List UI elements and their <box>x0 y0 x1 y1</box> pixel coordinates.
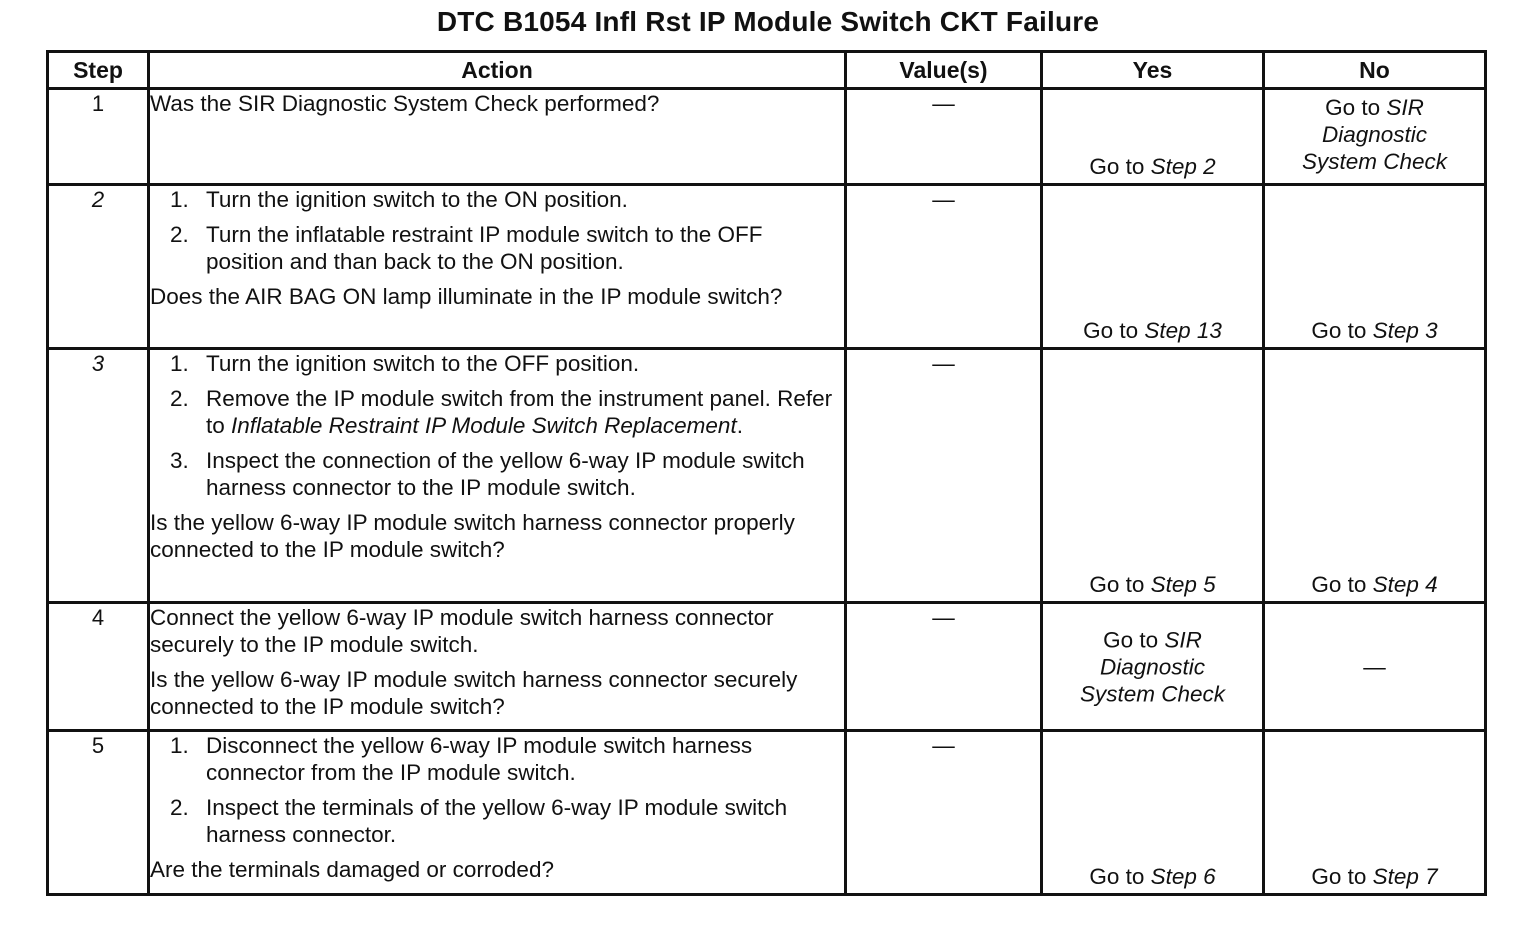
table-row <box>48 89 1486 185</box>
value-cell <box>846 89 1042 185</box>
value-cell <box>846 185 1042 349</box>
action-instruction: Connect the yellow 6-way IP module switch harness connector securely to the IP module switch. <box>150 605 774 657</box>
action-cell <box>149 349 846 603</box>
step-number: 4 <box>48 603 149 731</box>
action-step: 2. Remove the IP module switch from the instrument panel. Refer to Inflatable Restraint IP Module Switch Replacement. <box>170 386 833 438</box>
no-cell <box>1264 603 1486 731</box>
no-cell <box>1264 185 1486 349</box>
yes-goto: Go to SIR Diagnostic System Check <box>1079 627 1226 706</box>
action-step: 1. Disconnect the yellow 6-way IP module switch harness connector from the IP module switch. <box>170 733 753 785</box>
column-header-yes: Yes <box>1042 52 1264 89</box>
yes-cell <box>1042 89 1264 185</box>
step-reference: Step 5 <box>1150 572 1216 597</box>
step-reference: Step 2 <box>1150 154 1216 179</box>
no-goto: Go to SIR Diagnostic System Check <box>1301 95 1448 174</box>
action-step: 1. Turn the ignition switch to the ON position. <box>170 187 628 212</box>
table-row <box>48 731 1486 895</box>
action-steps <box>150 186 844 275</box>
yes-goto: Go to Step 2 <box>1089 154 1216 179</box>
step-number: 2 <box>48 185 149 349</box>
step-number: 1 <box>48 89 149 185</box>
value-dash: — <box>932 733 955 758</box>
table-row <box>48 185 1486 349</box>
action-question: Is the yellow 6-way IP module switch harness connector properly connected to the IP module switch? <box>150 510 795 562</box>
no-cell <box>1264 731 1486 895</box>
step-reference: Step 7 <box>1372 864 1438 889</box>
action-question: Is the yellow 6-way IP module switch harness connector securely connected to the IP module switch? <box>150 667 798 719</box>
value-dash: — <box>932 187 955 212</box>
no-goto: Go to Step 4 <box>1311 572 1438 597</box>
action-step: 3. Inspect the connection of the yellow 6-way IP module switch harness connector to the IP module switch. <box>170 448 805 500</box>
yes-goto: Go to Step 13 <box>1083 318 1222 343</box>
action-cell <box>149 731 846 895</box>
yes-goto: Go to Step 6 <box>1089 864 1216 889</box>
no-goto: Go to Step 7 <box>1311 864 1438 889</box>
procedure-reference: SIR <box>1164 627 1202 652</box>
step-number: 3 <box>48 349 149 603</box>
yes-cell <box>1042 603 1264 731</box>
no-cell <box>1264 349 1486 603</box>
action-cell <box>149 603 846 731</box>
step-reference: Step 13 <box>1144 318 1222 343</box>
column-header-step: Step <box>48 52 149 89</box>
action-question: Are the terminals damaged or corroded? <box>150 857 554 882</box>
step-reference: Step 4 <box>1372 572 1438 597</box>
action-step: 1. Turn the ignition switch to the OFF position. <box>170 351 640 376</box>
column-header-values: Value(s) <box>846 52 1042 89</box>
yes-cell <box>1042 731 1264 895</box>
action-question: Was the SIR Diagnostic System Check performed? <box>150 91 660 116</box>
action-steps <box>150 732 844 848</box>
procedure-reference: Inflatable Restraint IP Module Switch Replacement <box>231 413 737 438</box>
action-step: 2. Turn the inflatable restraint IP module switch to the OFF position and than back to the ON position. <box>170 222 763 274</box>
column-header-action: Action <box>149 52 846 89</box>
no-cell <box>1264 89 1486 185</box>
step-reference: Step 3 <box>1372 318 1438 343</box>
value-dash: — <box>932 351 955 376</box>
value-cell <box>846 349 1042 603</box>
value-cell <box>846 731 1042 895</box>
action-steps <box>150 350 844 501</box>
page-title: DTC B1054 Infl Rst IP Module Switch CKT Failure <box>436 6 1100 37</box>
action-step: 2. Inspect the terminals of the yellow 6-way IP module switch harness connector. <box>170 795 788 847</box>
action-question: Does the AIR BAG ON lamp illuminate in the IP module switch? <box>150 284 783 309</box>
no-dash: — <box>1363 654 1386 679</box>
value-cell <box>846 603 1042 731</box>
diagnostic-table <box>46 50 1487 896</box>
procedure-reference: SIR <box>1386 95 1424 120</box>
yes-cell <box>1042 185 1264 349</box>
table-row <box>48 603 1486 731</box>
value-dash: — <box>932 91 955 116</box>
yes-goto: Go to Step 5 <box>1089 572 1216 597</box>
action-cell <box>149 185 846 349</box>
step-reference: Step 6 <box>1150 864 1216 889</box>
step-number: 5 <box>48 731 149 895</box>
column-header-no: No <box>1264 52 1486 89</box>
action-cell <box>149 89 846 185</box>
yes-cell <box>1042 349 1264 603</box>
value-dash: — <box>932 605 955 630</box>
table-row <box>48 349 1486 603</box>
table-header-row <box>48 52 1486 89</box>
no-goto: Go to Step 3 <box>1311 318 1438 343</box>
